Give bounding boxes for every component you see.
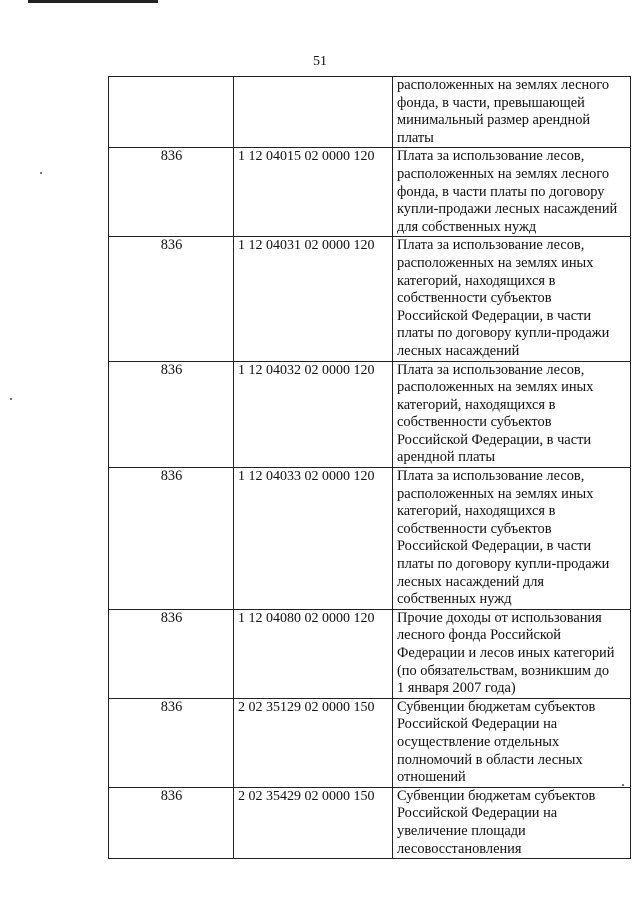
description-line: лесных насаждений для [397,573,544,590]
description-line: платы по договору купли-продажи [397,556,610,573]
description-line: платы по договору купли-продажи [397,325,610,342]
scan-speck [40,172,42,174]
description-line: лесных насаждений [397,342,520,359]
description-cell [393,468,631,610]
admin-code-cell: 836 [109,698,234,787]
description-line: Российской Федерации, в части [397,431,592,448]
kbk-code-cell: 1 12 04015 02 0000 120 [234,148,393,237]
description-line: Прочие доходы от использования [397,609,602,626]
table-row [109,698,631,787]
description-line: Плата за использование лесов, [397,237,585,254]
description-line: 1 января 2007 года) [397,680,516,697]
description-line: расположенных на землях иных [397,485,594,502]
description-line: лесного фонда Российской [397,627,561,644]
description-cell [393,361,631,468]
description-line: Плата за использование лесов, [397,468,585,485]
table-row [109,361,631,468]
admin-code-cell: 836 [109,361,234,468]
description-line: Российской Федерации на [397,716,558,733]
admin-code-cell: 836 [109,148,234,237]
description-cell [393,787,631,858]
description-line: купли-продажи лесных насаждений [397,201,618,218]
admin-code-cell: 836 [109,468,234,610]
table-row [109,77,631,148]
description-line: собственности субъектов [397,520,552,537]
description-line: минимальный размер арендной [397,112,591,129]
kbk-code-cell: 1 12 04031 02 0000 120 [234,237,393,361]
description-cell [393,237,631,361]
description-line: Российской Федерации, в части [397,538,592,555]
description-line: фонда, в части платы по договору [397,183,605,200]
top-edge-line [28,0,158,3]
admin-code-cell: 836 [109,237,234,361]
description-cell [393,698,631,787]
description-line: категорий, находящихся в [397,272,556,289]
description-line: (по обязательствам, возникшим до [397,662,610,679]
description-line: категорий, находящихся в [397,503,556,520]
description-line: арендной платы [397,449,496,466]
description-line: Федерации и лесов иных категорий [397,645,615,661]
description-line: осуществление отдельных [397,733,560,750]
table-body [109,77,631,859]
table-row [109,787,631,858]
description-line: собственности субъектов [397,290,552,307]
description-line: для собственных нужд [397,218,537,235]
description-line: расположенных на землях лесного [397,165,610,182]
admin-code-cell: 836 [109,609,234,698]
description-line: собственности субъектов [397,414,552,431]
description-line: фонда, в части, превышающей [397,94,585,111]
description-line: увеличение площади [397,822,526,839]
description-line: Субвенции бюджетам субъектов [397,698,596,715]
description-cell [393,609,631,698]
description-line: собственных нужд [397,591,512,608]
description-line: Плата за использование лесов, [397,361,585,378]
kbk-code-cell: 2 02 35129 02 0000 150 [234,698,393,787]
table-row [109,468,631,610]
description-line: Российской Федерации, в части [397,307,592,324]
page-number: 51 [313,54,327,69]
kbk-code-cell: 1 12 04080 02 0000 120 [234,609,393,698]
scan-speck [10,398,12,400]
description-line: расположенных на землях иных [397,379,594,396]
admin-code-cell: 836 [109,787,234,858]
table-row [109,148,631,237]
description-line: Российской Федерации на [397,805,558,822]
kbk-code-cell: 1 12 04032 02 0000 120 [234,361,393,468]
description-line: отношений [397,769,466,786]
description-line: категорий, находящихся в [397,396,556,413]
description-line: лесовосстановления [397,840,522,857]
description-line: расположенных на землях иных [397,254,594,271]
kbk-code-cell [234,77,393,148]
revenue-codes-table [108,76,631,859]
table-row [109,237,631,361]
description-line: платы [397,129,434,146]
description-line: полномочий в области лесных [397,751,583,768]
table-row [109,609,631,698]
description-line: Плата за использование лесов, [397,148,585,165]
description-line: Субвенции бюджетам субъектов [397,787,596,804]
description-cell [393,77,631,148]
admin-code-cell [109,77,234,148]
description-cell [393,148,631,237]
description-line: расположенных на землях лесного [397,77,610,93]
kbk-code-cell: 2 02 35429 02 0000 150 [234,787,393,858]
kbk-code-cell: 1 12 04033 02 0000 120 [234,468,393,610]
